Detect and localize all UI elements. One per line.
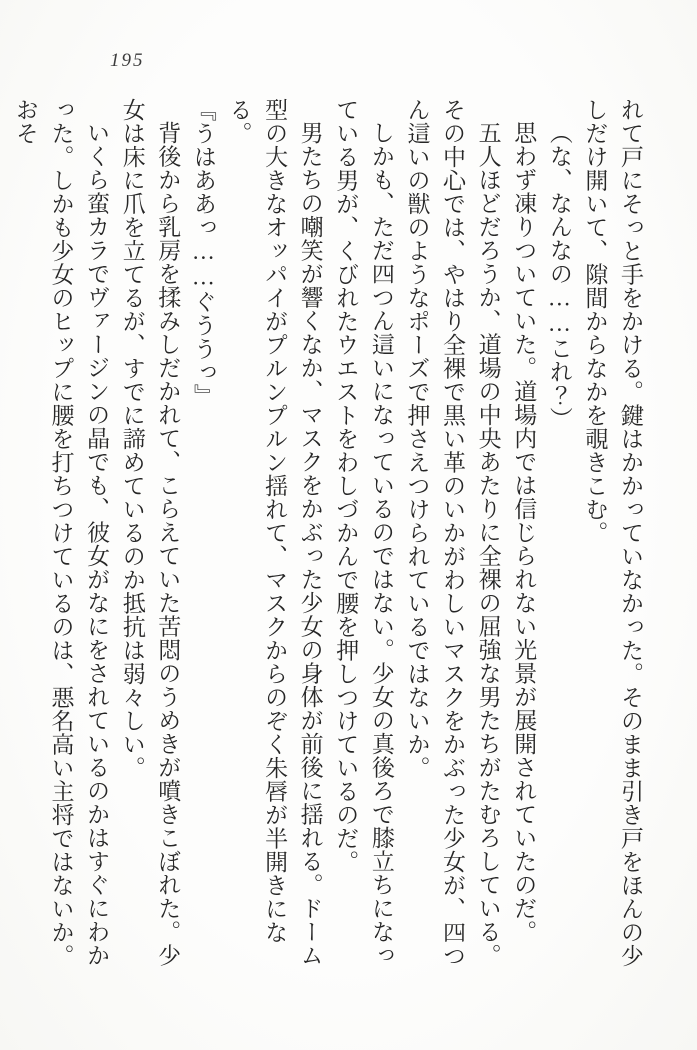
paragraph: しかも、ただ四つん這いになっているのではない。少女の真後ろで膝立ちになっている男が、くびれたウエストをわしづかんで腰を押しつけているのだ。	[333, 98, 394, 967]
paragraph: 『うはああっ……ぐううっ』	[190, 98, 216, 408]
paragraph: 男たちの嘲笑が響くなか、マスクをかぶった少女の身体が前後に揺れる。ドーム型の大きなオッパイがプルンプルン揺れて、マスクからのぞく朱唇が半開きになる。	[226, 98, 323, 967]
page-number: 195	[110, 50, 145, 71]
paragraph: 背後から乳房を揉みしだかれて、こらえていた苦悶のうめきが噴きこぼれた。少女は床に爪を立てるが、すでに諦めているのか抵抗は弱々しい。	[119, 98, 181, 967]
paragraph: れて戸にそっと手をかける。鍵はかかっていなかった。そのまま引き戸をほんの少しだけ開いて、隙間からなかを覗きこむ。	[582, 98, 643, 968]
page-text	[7, 98, 648, 974]
paragraph: （な、なんなの……これ？）	[546, 121, 572, 431]
paragraph: 思わず凍りついていた。道場内では信じられない光景が展開されていたのだ。	[511, 121, 537, 944]
paragraph: 五人ほどだろうか、道場の中央あたりに全裸の屈強な男たちがたむろしている。その中心では、やはり全裸で黒い革のいかがわしいマスクをかぶった少女が、四つん這いの獣のようなポーズで押さえつけられているではないか。	[404, 98, 501, 968]
paragraph: いくら蛮カラでヴァージンの晶でも、彼女がなにをされているのかはすぐにわかった。しかも少女のヒップに腰を打ちつけているのは、悪名高い主将ではないか。おそ	[12, 98, 110, 968]
